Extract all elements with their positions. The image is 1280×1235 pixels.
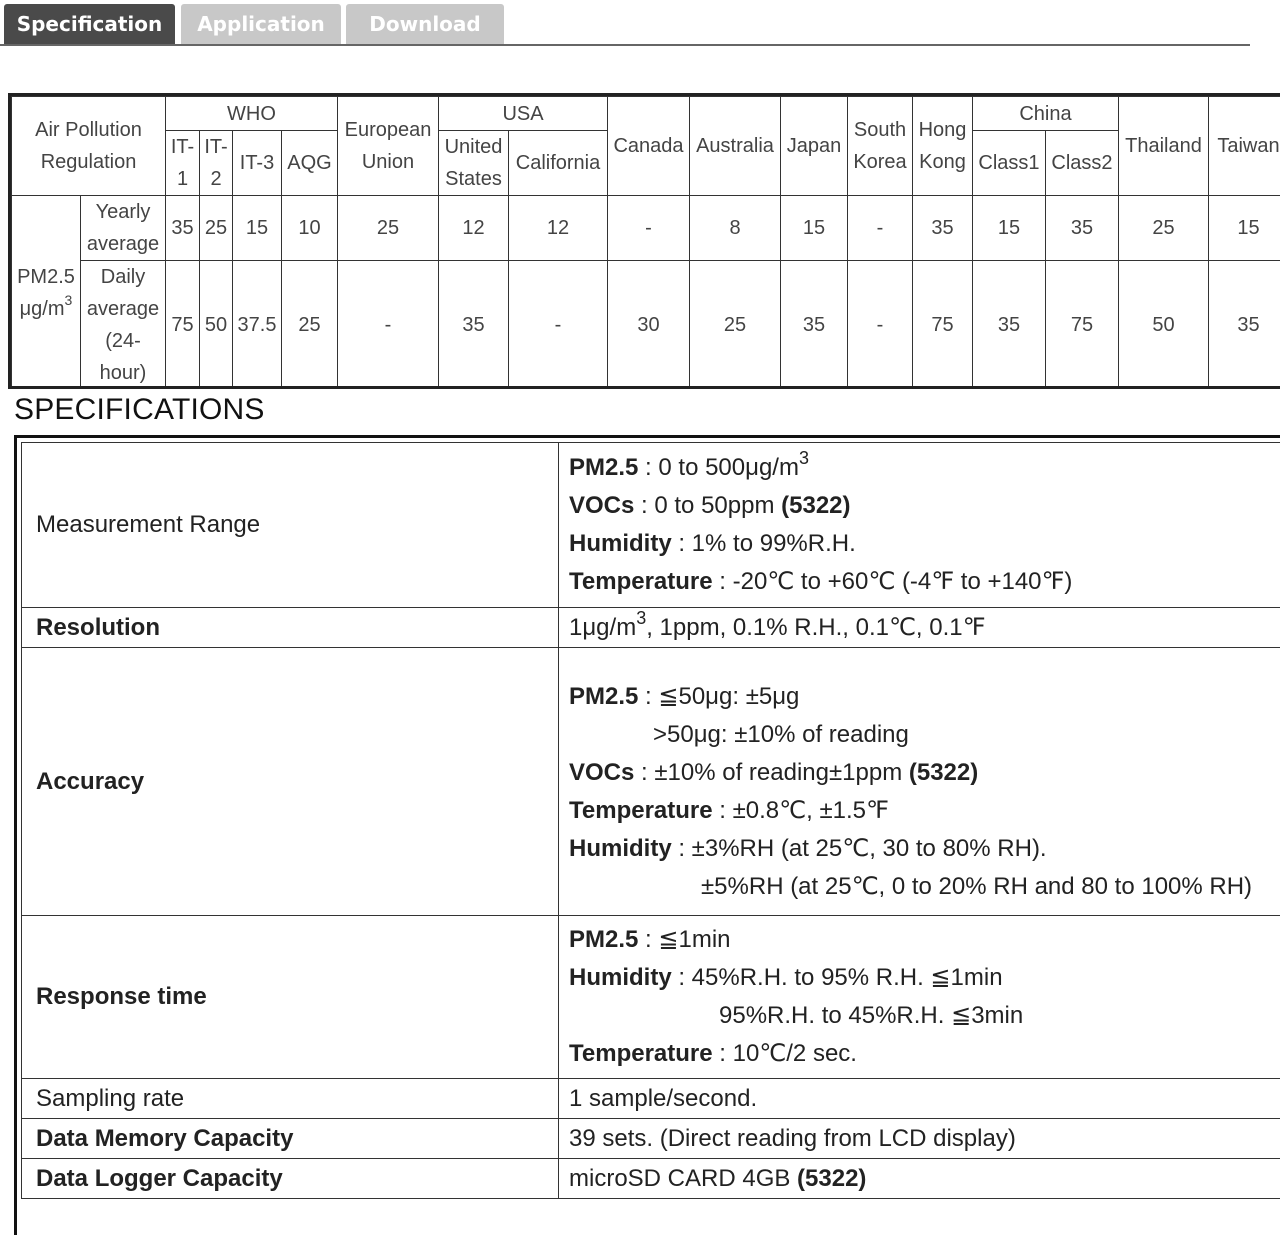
spec-label: Measurement Range [22,443,559,608]
table-cell: 15 [233,196,282,261]
col-australia: Australia [690,97,781,196]
specifications-table [21,442,1280,1199]
spec-value [559,648,1280,916]
table-cell: 25 [200,196,233,261]
col-china-class1: Class1 [973,131,1046,196]
spec-line [569,449,1280,487]
spec-row-data-logger [22,1159,1280,1199]
spec-line [569,921,1280,959]
spec-text: : 1% to 99%R.H. [672,530,856,557]
spec-line: 95%R.H. to 45%R.H. ≦3min [569,997,1280,1035]
spec-text: : ≦1min [638,926,730,953]
table-cell: 25 [282,261,338,390]
spec-line [569,563,1280,601]
col-taiwan: Taiwan [1209,97,1280,196]
col-united-states: United States [439,131,509,196]
spec-line [569,792,1280,830]
spec-value [559,443,1280,608]
spec-value [559,608,1280,648]
group-who: WHO [166,97,338,131]
spec-value [559,1159,1280,1199]
spec-text: , 1ppm, 0.1% R.H., 0.1℃, 0.1℉ [646,614,985,641]
spec-line [569,487,1280,525]
spec-value: 39 sets. (Direct reading from LCD display) [559,1119,1280,1159]
spec-key: Humidity [569,835,672,862]
regulation-corner-cell: Air Pollution Regulation [12,97,166,196]
spec-line [569,754,1280,792]
spec-row-sampling-rate [22,1079,1280,1119]
table-cell: 12 [439,196,509,261]
col-japan: Japan [781,97,848,196]
table-row [12,261,1280,390]
spec-superscript: 3 [799,448,809,468]
table-cell: 35 [439,261,509,390]
table-cell: 35 [166,196,200,261]
spec-text: : 0 to 50ppm [634,492,781,519]
spec-key: PM2.5 [569,683,638,710]
table-cell: 35 [1209,261,1280,390]
spec-text: : ±10% of reading±1ppm [634,759,909,786]
table-cell: 35 [781,261,848,390]
table-cell: 50 [1119,261,1209,390]
row-label-daily: Daily average (24-hour) [81,261,166,390]
tab-application[interactable]: Application [181,4,341,44]
spec-superscript: 3 [636,608,646,628]
table-cell: 15 [973,196,1046,261]
table-cell: 15 [781,196,848,261]
spec-line: ±5%RH (at 25℃, 0 to 20% RH and 80 to 100% RH) [569,868,1280,906]
spec-model: (5322) [797,1165,866,1192]
table-cell: 35 [973,261,1046,390]
tab-bar [0,0,1250,46]
spec-key: Temperature [569,797,713,824]
row-label-yearly: Yearly average [81,196,166,261]
group-usa: USA [439,97,608,131]
spec-text: : 45%R.H. to 95% R.H. ≦1min [672,964,1003,991]
spec-value [559,916,1280,1079]
spec-row-resolution [22,608,1280,648]
spec-key: Humidity [569,530,672,557]
spec-key: VOCs [569,492,634,519]
spec-model: (5322) [781,492,850,519]
spec-line [569,830,1280,868]
spec-line [569,525,1280,563]
pollutant-name: PM2.5 [17,266,75,288]
pollutant-cell [12,196,81,390]
spec-label: Response time [22,916,559,1079]
spec-label: Accuracy [22,648,559,916]
spec-key: VOCs [569,759,634,786]
standards-table [11,96,1280,389]
tab-specification[interactable]: Specification [4,4,175,44]
table-cell: - [848,261,913,390]
spec-model: (5322) [909,759,978,786]
table-cell: 75 [166,261,200,390]
table-cell: 8 [690,196,781,261]
spec-text: : 10℃/2 sec. [713,1040,857,1067]
spec-key: PM2.5 [569,454,638,481]
spec-key: Temperature [569,1040,713,1067]
table-row [12,196,1280,261]
spec-label: Resolution [22,608,559,648]
table-cell: 25 [338,196,439,261]
spec-line [569,1035,1280,1073]
spec-key: PM2.5 [569,926,638,953]
table-cell: - [509,261,608,390]
col-who-it1: IT-1 [166,131,200,196]
spec-label: Sampling rate [22,1079,559,1119]
spec-row-data-memory [22,1119,1280,1159]
table-cell: 35 [1046,196,1119,261]
spec-key: Temperature [569,568,713,595]
spec-label: Data Memory Capacity [22,1119,559,1159]
col-who-it3: IT-3 [233,131,282,196]
table-cell: 15 [1209,196,1280,261]
col-hong-kong: Hong Kong [913,97,973,196]
col-who-aqg: AQG [282,131,338,196]
col-who-it2: IT-2 [200,131,233,196]
spec-text: microSD CARD 4GB [569,1165,797,1192]
spec-value: 1 sample/second. [559,1079,1280,1119]
col-canada: Canada [608,97,690,196]
specifications-frame [14,435,1280,1235]
table-cell: - [848,196,913,261]
spec-text: : 0 to 500μg/m [638,454,799,481]
table-cell: 10 [282,196,338,261]
specifications-heading: SPECIFICATIONS [14,393,265,427]
table-cell: 12 [509,196,608,261]
col-thailand: Thailand [1119,97,1209,196]
col-california: California [509,131,608,196]
pollutant-unit-exponent: 3 [65,292,73,308]
spec-row-accuracy [22,648,1280,916]
table-cell: 30 [608,261,690,390]
table-cell: 35 [913,196,973,261]
col-european-union: European Union [338,97,439,196]
table-cell: 50 [200,261,233,390]
spec-row-measurement-range [22,443,1280,608]
spec-label: Data Logger Capacity [22,1159,559,1199]
spec-line [569,678,1280,716]
spec-text: 1μg/m [569,614,636,641]
spec-line: >50μg: ±10% of reading [569,716,1280,754]
col-south-korea: South Korea [848,97,913,196]
table-cell: 75 [913,261,973,390]
tab-download[interactable]: Download [346,4,504,44]
table-cell: 25 [690,261,781,390]
table-cell: - [338,261,439,390]
pollutant-unit: μg/m [20,298,65,320]
spec-text: : ±3%RH (at 25℃, 30 to 80% RH). [672,835,1047,862]
group-china: China [973,97,1119,131]
col-china-class2: Class2 [1046,131,1119,196]
spec-text: : -20℃ to +60℃ (-4℉ to +140℉) [713,568,1073,595]
spec-row-response-time [22,916,1280,1079]
table-cell: 25 [1119,196,1209,261]
spec-text: : ±0.8℃, ±1.5℉ [713,797,889,824]
table-cell: 75 [1046,261,1119,390]
table-cell: 37.5 [233,261,282,390]
spec-key: Humidity [569,964,672,991]
standards-table-frame [8,93,1280,389]
spec-text: : ≦50μg: ±5μg [638,683,799,710]
table-cell: - [608,196,690,261]
spec-line [569,959,1280,997]
